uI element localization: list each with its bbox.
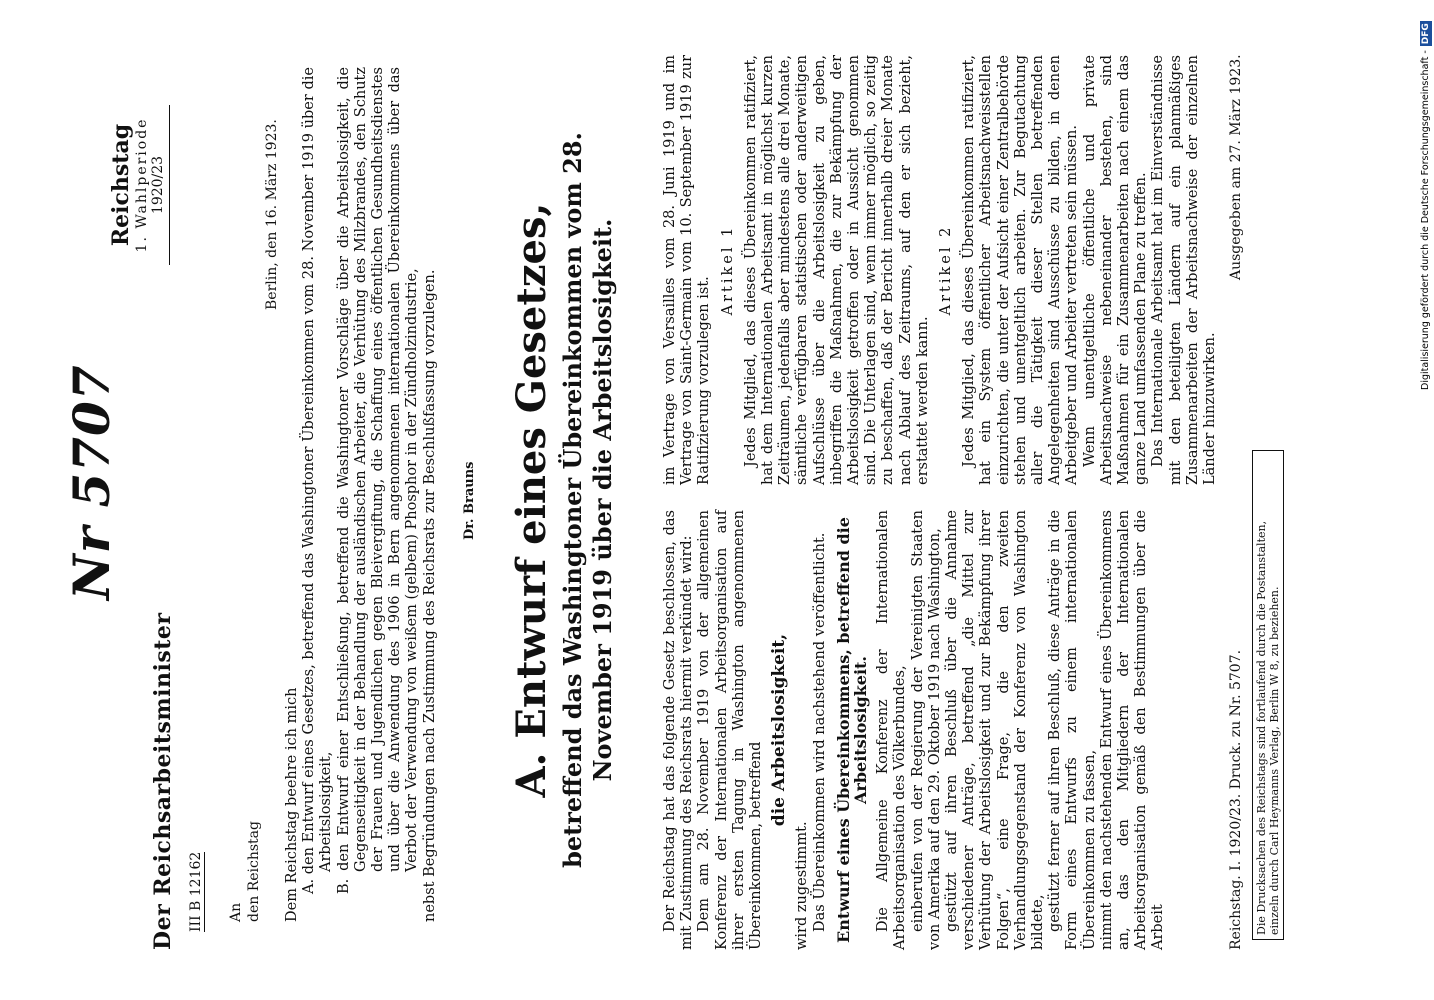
article-2-paragraph-2: Wenn unentgeltliche öffentliche und private Arbeitsnachweise nebeneinander bestehen, sind Maßnahmen für ein Zusammenarbeiten nach einem das ganze Land umfassenden Plane zu treffen.	[1081, 55, 1150, 485]
article-1-text: Jedes Mitglied, das dieses Übereinkommen ratifiziert, hat dem Internationalen Arbeitsamt in möglichst kurzen Zeiträumen, jedenfalls aber mindestens alle drei Monate, sämtliche verfügbaren statistischen oder anderweitigen Aufschlüsse über die Arbeitslosigkeit zu geben, inbegriffen die Maßnahmen, die zur Bekämpfung der Arbeitslosigkeit getroffen oder in Aussicht genommen sind. Die Unterlagen sind, wenn immer möglich, so zeitig zu beschaffen, daß der Bericht innerhalb dreier Monate nach Ablauf des Zeitraums, auf den er sich bezieht, erstattet werden kann.	[742, 55, 931, 485]
signature: Dr. Brauns	[462, 461, 477, 540]
article-2-heading: Artikel 2	[938, 224, 955, 316]
letter-item-a: A. den Entwurf eines Gesetzes, betreffend das Washingtoner Übereinkommen vom 28. November 1919 über die Arbeitslosigkeit,	[301, 67, 335, 894]
place-date: Berlin, den 16. März 1923.	[264, 119, 280, 310]
address-line-1: An	[228, 902, 244, 922]
col1-paragraph-3: wird zugestimmt.	[794, 821, 811, 950]
footer-distribution-box	[1252, 450, 1284, 940]
col1-paragraph-8: gestützt ferner auf ihren Beschluß, diese Anträge in die Form eines Entwurfs zu einem internationalen Übereinkommen zu fassen,	[1047, 510, 1098, 950]
watermark-text: Digitalisierung gefördert durch die Deutsche Forschungsgemeinschaft -	[1420, 50, 1431, 390]
address-line-2: den Reichstag	[246, 821, 262, 922]
reference-number: III B 12162	[188, 851, 204, 932]
col2-paragraph-1: im Vertrage von Versailles vom 28. Juni 1919 und im Vertrage von Saint-Germain vom 10. September 1919 zur Ratifizierung vorzulegen ist.	[662, 55, 713, 485]
letter-body	[284, 67, 439, 922]
footer-box-line-2: einzeln durch Carl Heymanns Verlag, Berlin W 8, zu beziehen.	[1268, 586, 1281, 935]
chamber-title: Reichstag	[108, 123, 134, 247]
letter-closing: nebst Begründungen nach Zustimmung des Reichsrats zur Beschlußfassung vorzulegen.	[421, 269, 438, 922]
draft-column-right	[662, 55, 1219, 485]
col1-heading-2: Entwurf eines Übereinkommens, betreffend die Arbeitslosigkeit.	[833, 517, 871, 943]
draft-subtitle: betreffend das Washingtoner Übereinkommen vom 28. November 1919 über die Arbeitslosigkeit.	[558, 132, 617, 868]
chamber-block	[108, 105, 170, 265]
article-1-heading: Artikel 1	[719, 224, 736, 316]
letter-item-b: B. den Entwurf einer Entschließung, betreffend die Washingtoner Vorschläge über die Arbeitslosigkeit, die Gegenseitigkeit in der Behandlung der ausländischen Arbeiter, die Verhütung des Milzbrandes, den Schutz der Frauen und Jugendlichen gegen Bleivergiftung, die Schaffung eines öffentlichen Gesundheitsdienstes und über die Anwendung des 1906 in Bern angenommenen internationalen Übereinkommens über das Verbot der Verwendung von weißem (gelbem) Phosphor in der Zündholzindustrie,	[335, 67, 421, 894]
col1-paragraph-2: Dem am 28. November 1919 von der allgemeinen Konferenz der Internationalen Arbeitsorganisation auf ihrer ersten Tagung in Washington angenommenen Übereinkommen, betreffend	[696, 510, 765, 950]
col1-paragraph-1: Der Reichstag hat das folgende Gesetz beschlossen, das mit Zustimmung des Reichsrats hiermit verkündet wird:	[662, 510, 696, 950]
footer-print-info: Reichstag. I. 1920/23. Druck. zu Nr. 5707.	[1228, 649, 1244, 950]
period-years: 1920/23	[150, 105, 170, 265]
col1-heading-1: die Arbeitslosigkeit,	[769, 633, 790, 827]
draft-title: A. Entwurf eines Gesetzes,	[508, 202, 555, 798]
dfg-logo-icon: DFG	[1421, 23, 1431, 45]
sender-heading: Der Reichsarbeitsminister	[150, 612, 176, 950]
watermark-strip	[1418, 0, 1434, 1000]
period-label: 1. Wahlperiode	[134, 117, 150, 253]
footer-issue-date: Ausgegeben am 27. März 1923.	[1228, 54, 1244, 280]
document-number: Nr 5707	[62, 364, 121, 600]
col1-paragraph-5: Die Allgemeine Konferenz der Internationalen Arbeitsorganisation des Völkerbundes,	[875, 510, 909, 950]
col1-paragraph-6: einberufen von der Regierung der Vereinigten Staaten von Amerika auf den 29. Oktober 1919 nach Washington,	[909, 510, 943, 950]
col1-paragraph-9: nimmt den nachstehenden Entwurf eines Übereinkommens an, das den Mitgliedern der Internationalen Arbeitsorganisation gemäß den Bestimmungen über die Arbeit	[1098, 510, 1167, 950]
article-2-paragraph-1: Jedes Mitglied, das dieses Übereinkommen ratifiziert, hat ein System öffentlicher Arbeitsnachweisstellen einzurichten, die unter der Aufsicht einer Zentralbehörde stehen und unentgeltlich arbeiten. Zur Begutachtung aller die Tätigkeit dieser Stellen betreffenden Angelegenheiten sind Ausschüsse zu bilden, in denen Arbeitgeber und Arbeiter vertreten sein müssen.	[961, 55, 1081, 485]
footer-box-line-1: Die Drucksachen des Reichstags sind fortlaufend durch die Postanstalten,	[1255, 520, 1268, 935]
col1-paragraph-4: Das Übereinkommen wird nachstehend veröffentlicht.	[811, 532, 828, 932]
col1-paragraph-7: gestützt auf ihren Beschluß über die Annahme verschiedener Anträge, betreffend „die Mittel zur Verhütung der Arbeitslosigkeit und zur Bekämpfung ihrer Folgen“, eine Frage, die den zweiten Verhandlungsgegenstand der Konferenz von Washington bildete,	[944, 510, 1047, 950]
draft-column-left	[662, 510, 1168, 950]
article-2-paragraph-3: Das Internationale Arbeitsamt hat im Einverständnisse mit den beteiligten Ländern auf ein planmäßiges Zusammenarbeiten der Arbeitsnachweise der einzelnen Länder hinzuwirken.	[1150, 55, 1219, 485]
letter-intro: Dem Reichstag beehre ich mich	[284, 687, 300, 922]
